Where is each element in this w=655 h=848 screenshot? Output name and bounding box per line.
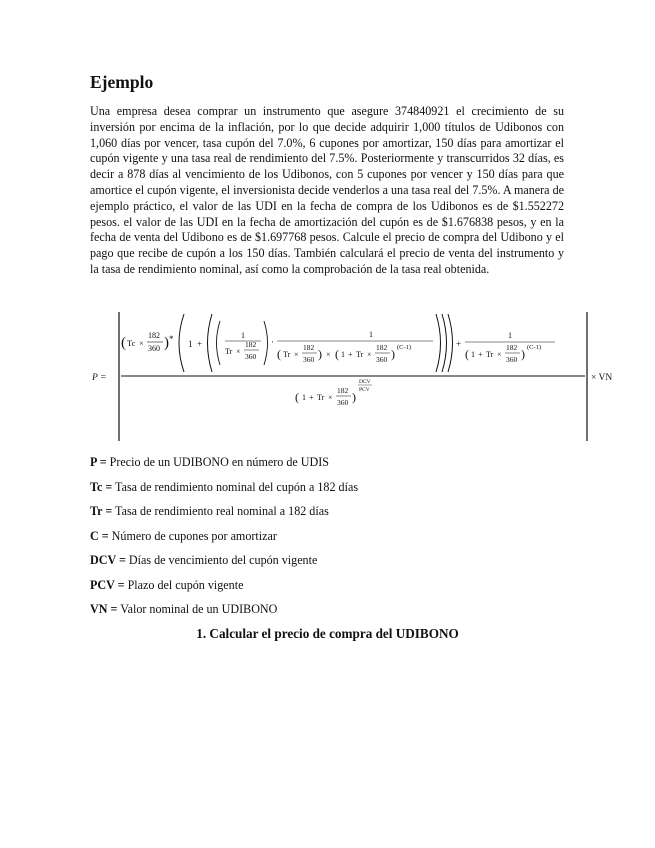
exp-dcv: DCV — [359, 379, 371, 385]
definition-p — [90, 455, 590, 480]
plus-a: + — [197, 339, 203, 349]
plus-b: + — [348, 350, 353, 359]
term-tr-e: Tr — [317, 393, 325, 402]
example-paragraph: Una empresa desea comprar un instrumento que asegure 374840921 el crecimiento de su inversión por encima de la inflación, por lo que decide adquirir 1,000 títulos de Udibonos con 1,060 días por vencer, tasa cupón del 7.0%, 6 cupones por amortizar, 150 días para amortizar el cupón vigente y una tasa real de rendimiento del 7.5%. Posteriormente y transcurridos 32 días, es decir a 878 días al vencimiento de los Udibonos, con 5 cupones por vencer y 150 días para que amortice el cupón vigente, el inversionista decide venderlos a una tasa real del 7.5%. A manera de ejemplo práctico, el valor de las UDI en la fecha de compra de los Udibonos es de $1.552272 pesos. el valor de las UDI en la fecha de amortización del cupón es de $1.676838 pesos, y en la fecha de venta del Udibono es de $1.697768 pesos. Calcule el precio de compra del Udibono y el pago que recibe de cupón a los 150 días. También calculará el precio de venta del instrumento y la tasa de rendimiento nominal, así como la comprobación de la tasa real obtenida. — [90, 104, 564, 276]
def-term: Tc = — [90, 479, 113, 494]
paren-2-open: ( — [277, 347, 281, 361]
def-desc: Tasa de rendimiento real nominal a 182 días — [112, 504, 329, 518]
den-360-b: 360 — [245, 352, 257, 361]
one-g: 1 — [302, 393, 306, 402]
times-6: × — [497, 350, 502, 359]
one-e: 1 — [508, 331, 512, 340]
def-term: C = — [90, 528, 109, 543]
paren-4-close: ) — [521, 347, 525, 361]
dot: · — [271, 337, 274, 347]
price-formula — [90, 309, 650, 444]
num-182-e: 182 — [506, 343, 518, 352]
one-f: 1 — [471, 350, 475, 359]
plus-e: + — [309, 393, 314, 402]
def-desc: Número de cupones por amortizar — [108, 528, 277, 543]
star: * — [169, 334, 174, 344]
times-2: × — [236, 347, 241, 356]
den-360-a: 360 — [148, 344, 160, 353]
times-3: × — [294, 350, 299, 359]
plus-c: + — [456, 339, 462, 349]
times-4: × — [326, 350, 331, 359]
times-7: × — [328, 393, 333, 402]
variable-definitions — [90, 455, 590, 627]
def-desc: Días de vencimiento del cupón vigente — [125, 553, 318, 567]
times-5: × — [367, 350, 372, 359]
formula-svg — [90, 309, 650, 444]
one-a: 1 — [188, 339, 193, 349]
paren-3-open: ( — [335, 347, 339, 361]
exp-c1-a: (C-1) — [397, 344, 412, 351]
def-term: P = — [90, 455, 107, 469]
def-term: PCV = — [90, 577, 125, 592]
exp-pcv: PCV — [359, 387, 370, 393]
definition-pcv — [90, 578, 590, 603]
subheading: 1. Calcular el precio de compra del UDIBONO — [196, 626, 459, 641]
term-tr-b: Tr — [283, 350, 291, 359]
def-term: Tr = — [90, 504, 113, 518]
term-tr-a: Tr — [225, 347, 233, 356]
one-b: 1 — [241, 331, 245, 340]
den-360-c: 360 — [303, 355, 315, 364]
num-182-f: 182 — [337, 386, 349, 395]
paren-open: ( — [121, 335, 126, 351]
formula-lhs: P = — [92, 373, 107, 383]
term-tr-c: Tr — [356, 350, 364, 359]
definition-vn — [90, 602, 590, 627]
definition-dcv — [90, 553, 590, 578]
paren-5-close: ) — [352, 390, 356, 404]
num-182-d: 182 — [376, 343, 388, 352]
den-360-f: 360 — [337, 398, 349, 407]
def-term: DCV = — [90, 553, 126, 567]
num-182-c: 182 — [303, 343, 315, 352]
paren-close: ) — [164, 335, 169, 351]
one-c: 1 — [369, 330, 373, 339]
num-182-b: 182 — [245, 340, 257, 349]
definition-tc — [90, 480, 590, 505]
def-desc: Plazo del cupón vigente — [124, 577, 244, 592]
paren-4-open: ( — [465, 347, 469, 361]
def-desc: Valor nominal de un UDIBONO — [117, 602, 278, 616]
term-tc: Tc — [127, 338, 136, 348]
paren-2-close: ) — [318, 347, 322, 361]
paren-3-close: ) — [391, 347, 395, 361]
plus-d: + — [478, 350, 483, 359]
paren-5-open: ( — [295, 390, 299, 404]
section-heading: Ejemplo — [90, 72, 154, 92]
den-360-d: 360 — [376, 355, 388, 364]
one-d: 1 — [341, 350, 345, 359]
den-360-e: 360 — [506, 355, 518, 364]
def-term: VN = — [90, 602, 118, 616]
num-182-a: 182 — [148, 331, 160, 340]
formula-vn: × VN — [591, 373, 613, 383]
times-1: × — [139, 338, 144, 348]
definition-tr — [90, 504, 590, 529]
term-tr-d: Tr — [486, 350, 494, 359]
exp-c1-b: (C-1) — [527, 344, 542, 351]
def-desc: Precio de un UDIBONO en número de UDIS — [106, 455, 329, 469]
definition-c — [90, 529, 590, 554]
def-desc: Tasa de rendimiento nominal del cupón a 182 días — [112, 479, 359, 494]
